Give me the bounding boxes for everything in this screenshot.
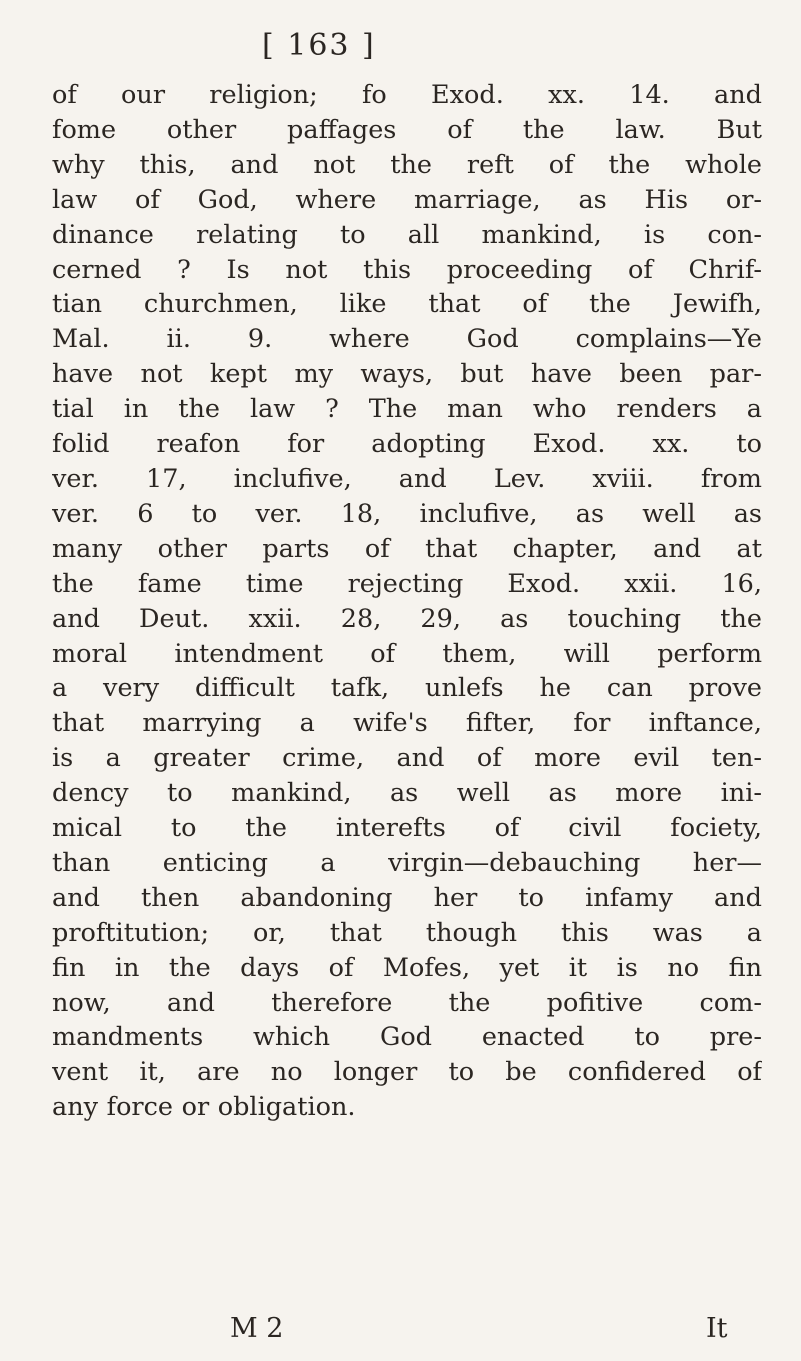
text-line: have not kept my ways, but have been par- bbox=[52, 359, 762, 390]
signature-mark: M 2 bbox=[230, 1313, 284, 1344]
text-line: fome other paffages of the law. But bbox=[52, 114, 762, 145]
text-line: folid reafon for adopting Exod. xx. to bbox=[52, 429, 762, 460]
text-line: vent it, are no longer to be confidered of bbox=[52, 1057, 762, 1088]
text-line: any force or obligation. bbox=[52, 1092, 356, 1123]
text-line: cerned ? Is not this proceeding of Chrif- bbox=[52, 254, 762, 285]
page-number: [ 163 ] bbox=[262, 28, 376, 63]
text-line: proftitution; or, that though this was a bbox=[52, 917, 762, 948]
text-line: ver. 17, inclufive, and Lev. xviii. from bbox=[52, 463, 762, 494]
text-line: moral intendment of them, will perform bbox=[52, 638, 762, 669]
body-text bbox=[52, 78, 762, 1125]
text-line: ver. 6 to ver. 18, inclufive, as well as bbox=[52, 498, 762, 529]
text-line: that marrying a wife's fifter, for inftance, bbox=[52, 708, 762, 739]
text-line: mical to the interefts of civil fociety, bbox=[52, 813, 762, 844]
text-line: and Deut. xxii. 28, 29, as touching the bbox=[52, 603, 762, 634]
text-line: tian churchmen, like that of the Jewifh, bbox=[52, 289, 762, 320]
catchword: It bbox=[706, 1313, 728, 1344]
text-line: law of God, where marriage, as His or- bbox=[52, 184, 762, 215]
text-line: Mal. ii. 9. where God complains—Ye bbox=[52, 324, 762, 355]
text-line: and then abandoning her to infamy and bbox=[52, 882, 762, 913]
text-line: the fame time rejecting Exod. xxii. 16, bbox=[52, 568, 762, 599]
text-line: many other parts of that chapter, and at bbox=[52, 533, 762, 564]
text-line: now, and therefore the pofitive com- bbox=[52, 987, 762, 1018]
text-line: is a greater crime, and of more evil ten- bbox=[52, 743, 762, 774]
text-line: of our religion; fo Exod. xx. 14. and bbox=[52, 80, 762, 110]
text-line: fin in the days of Mofes, yet it is no fin bbox=[52, 952, 762, 983]
text-line: a very difficult tafk, unlefs he can prove bbox=[52, 673, 762, 704]
text-line: dinance relating to all mankind, is con- bbox=[52, 219, 762, 250]
text-line: mandments which God enacted to pre- bbox=[52, 1022, 762, 1053]
text-line: tial in the law ? The man who renders a bbox=[52, 394, 762, 425]
text-line: than enticing a virgin—debauching her— bbox=[52, 847, 762, 878]
text-line: dency to mankind, as well as more ini- bbox=[52, 778, 762, 809]
text-line: why this, and not the reft of the whole bbox=[52, 149, 762, 180]
